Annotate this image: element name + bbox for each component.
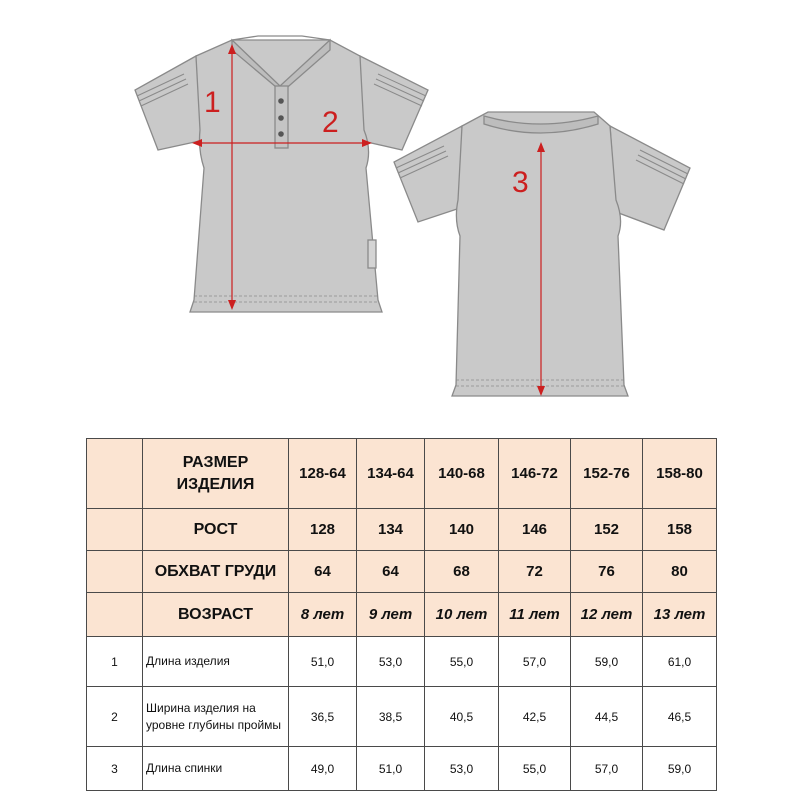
height-cell: 134 (357, 509, 425, 551)
age-cell: 8 лет (289, 593, 357, 637)
measurement-name: Ширина изделия на уровне глубины проймы (143, 687, 289, 747)
chest-cell: 76 (571, 551, 643, 593)
chest-row (87, 551, 717, 593)
back-right-sleeve (610, 126, 690, 230)
size-cell: 152-76 (571, 439, 643, 509)
front-view (135, 36, 428, 312)
age-cell: 12 лет (571, 593, 643, 637)
size-cell: 140-68 (425, 439, 499, 509)
age-cell: 11 лет (499, 593, 571, 637)
age-cell: 10 лет (425, 593, 499, 637)
chest-label: ОБХВАТ ГРУДИ (143, 551, 289, 593)
measurement-name: Длина спинки (143, 747, 289, 791)
measurement-value: 55,0 (499, 747, 571, 791)
marker-2: 2 (322, 106, 339, 139)
height-cell: 140 (425, 509, 499, 551)
height-cell: 158 (643, 509, 717, 551)
height-cell: 152 (571, 509, 643, 551)
chest-cell: 68 (425, 551, 499, 593)
measurement-value: 53,0 (357, 637, 425, 687)
measurement-value: 42,5 (499, 687, 571, 747)
measurement-number: 3 (87, 747, 143, 791)
chest-cell: 64 (357, 551, 425, 593)
measurement-value: 55,0 (425, 637, 499, 687)
marker-1: 1 (204, 86, 221, 119)
measurement-name: Длина изделия (143, 637, 289, 687)
age-label: ВОЗРАСТ (143, 593, 289, 637)
size-cell: 128-64 (289, 439, 357, 509)
height-label: РОСТ (143, 509, 289, 551)
measurement-value: 53,0 (425, 747, 499, 791)
measurement-value: 38,5 (357, 687, 425, 747)
measurement-value: 59,0 (643, 747, 717, 791)
chest-cell: 80 (643, 551, 717, 593)
front-right-sleeve (358, 56, 428, 150)
measurement-value: 51,0 (357, 747, 425, 791)
size-cell: 146-72 (499, 439, 571, 509)
measurement-number: 1 (87, 637, 143, 687)
measurement-value: 59,0 (571, 637, 643, 687)
size-table (86, 438, 717, 791)
age-cell: 9 лет (357, 593, 425, 637)
chest-cell: 72 (499, 551, 571, 593)
measurement-value: 49,0 (289, 747, 357, 791)
height-cell: 146 (499, 509, 571, 551)
corner-cell (87, 439, 143, 509)
measurement-row (87, 747, 717, 791)
measurement-value: 61,0 (643, 637, 717, 687)
age-cell: 13 лет (643, 593, 717, 637)
chest-cell: 64 (289, 551, 357, 593)
front-left-sleeve (135, 56, 204, 150)
age-row (87, 593, 717, 637)
height-row (87, 509, 717, 551)
marker-3: 3 (512, 166, 529, 199)
size-row (87, 439, 717, 509)
size-cell: 158-80 (643, 439, 717, 509)
measurement-value: 46,5 (643, 687, 717, 747)
measurement-value: 36,5 (289, 687, 357, 747)
size-cell: 134-64 (357, 439, 425, 509)
measurement-value: 40,5 (425, 687, 499, 747)
measurement-number: 2 (87, 687, 143, 747)
measurement-row (87, 637, 717, 687)
measurement-value: 44,5 (571, 687, 643, 747)
back-view (394, 112, 690, 396)
measurement-value: 57,0 (571, 747, 643, 791)
back-body (452, 112, 628, 396)
measurement-row (87, 687, 717, 747)
measurement-value: 57,0 (499, 637, 571, 687)
size-header-cell: РАЗМЕР ИЗДЕЛИЯ (143, 439, 289, 509)
height-cell: 128 (289, 509, 357, 551)
measurement-value: 51,0 (289, 637, 357, 687)
